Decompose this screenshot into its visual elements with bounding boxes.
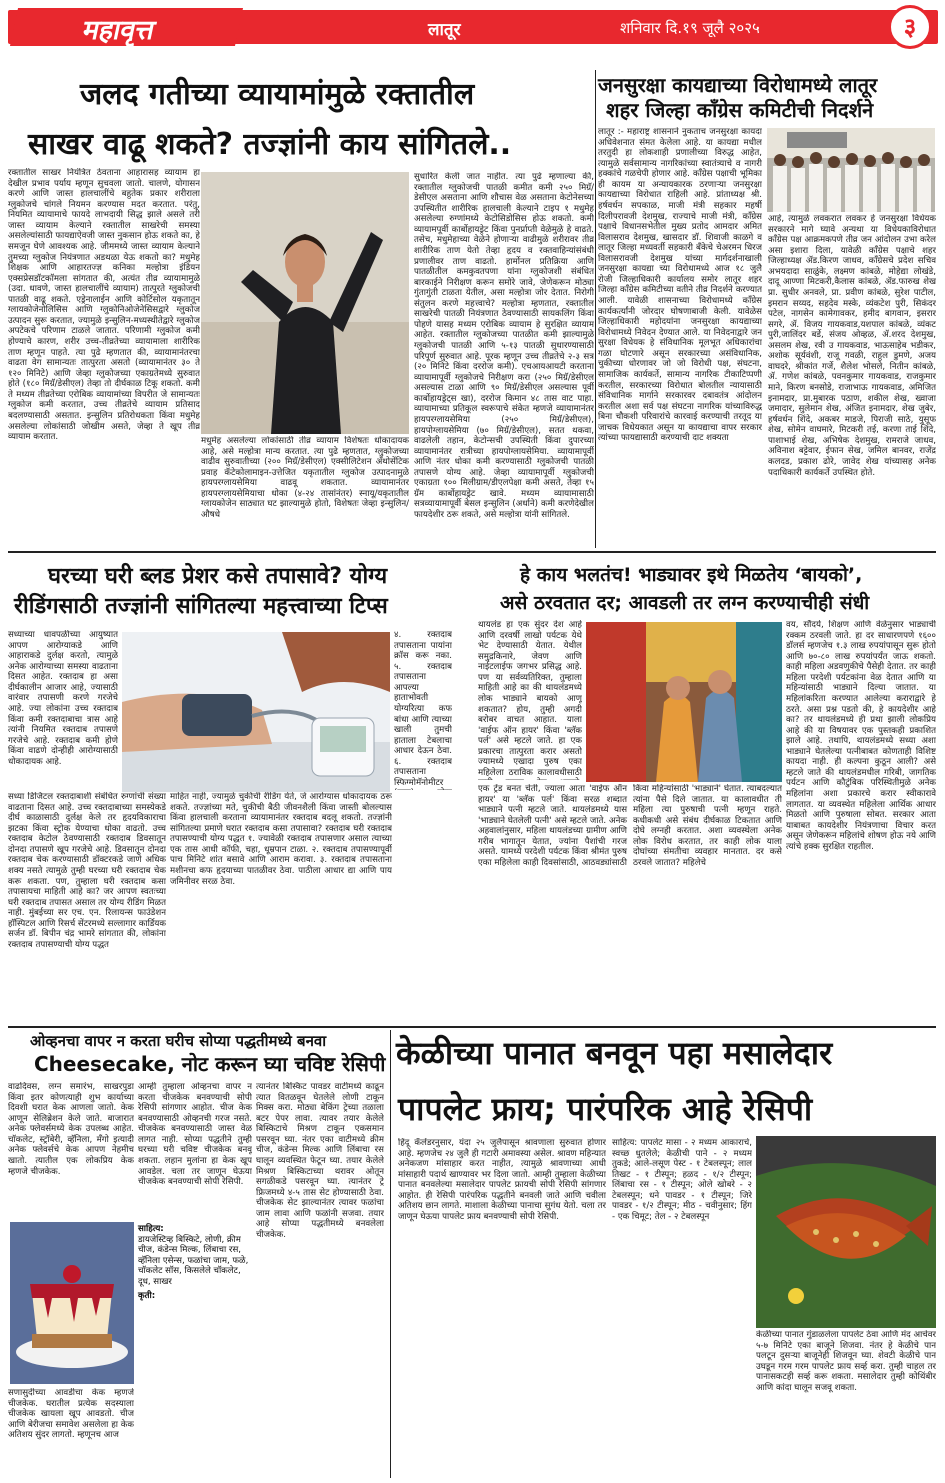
article-body: ४. रक्तदाब तपासताना पायांना क्रॉस करू नका. ५. रक्तदाब तपासताना आपल्या हाताभोवती योग्यरित्या कफ बांधा आणि त्याच्या खाली तुमची हाताला टेबलाचा आधार देऊन ठेवा. ६. रक्तदाब तपासताना स्फिग्मोमॅनोमीटर <box>394 630 452 788</box>
article-headline: ओव्हनचा वापर न करता घरीच सोप्या पद्धतीमध्ये बनवा <box>30 1032 327 1050</box>
article-body: सणासुदीच्या आवडीचा केक म्हणजे चीजकेक. घरातील प्रत्येक सदस्याला चीजकेक खायला खूप आवडतो. चीज आणि बेरीजचा समावेश असलेला हा केक अतिशय सुंदर लागतो. म्हणूनच आज <box>8 1388 134 1441</box>
article-headline: पापलेट फ्राय; पारंपरिक आहे रेसिपी <box>398 1090 813 1128</box>
market-couple-photo <box>586 622 782 782</box>
column-rule <box>390 1030 391 1478</box>
cheesecake-photo <box>10 1222 134 1384</box>
fish-fry-photo <box>756 1136 936 1328</box>
column-rule <box>595 70 596 548</box>
article-headline: केळीच्या पानात बनवून पहा मसालेदार <box>396 1034 833 1072</box>
photo-caption: केळीच्या पानात गुंडाळलेला पापलेट ठेवा आणि मंद आचेवर ५-७ मिनिटे एका बाजूने शिजवा. नंतर हे केळीचे पान पलटून दुसऱ्या बाजूनेही शिजवून घ्या. शेवटी केळीचे पान उघडून गरम गरम पापलेट फ्राय सर्व्ह करा. तुम्ही चाहल तर पानासकटही सर्व्ह करू शकता. मसालेदार तुम्ही कोथिंबीर आणि कांदा घालून सजवू शकता. <box>756 1330 936 1393</box>
method-title: कृती: <box>138 1291 156 1302</box>
article-body: एक ट्रेंड बनत चेती, ज्याला आता 'वाईफ ऑन हायर' या 'ब्लॅक पर्ल' किंवा सरळ शब्दात भाड्याने पत्नी म्हटले जाते. थायलंडमध्ये यास 'भाड्याने घेतलेली पत्नी' असे म्हटले जाते. अनेक अहवालांनुसार, महिला थायलंडच्या ग्रामीण आणि गरीब भागातून येतात, ज्यांना पैशांची गरज असते. यामध्ये परदेशी पर्यटक किंवा श्रीमंत पुरुष एका महिलेला काही दिवसांसाठी, आठवड्यांसाठी किंवा महिन्यांसाठी 'भाड्याने' घेतात. त्याबदल्यात त्यांना पैसे दिले जातात. या कालावधीत ती महिला त्या पुरुषाची पत्नी म्हणून राहते. कधीकधी असे संबंध दीर्घकाळ टिकतात आणि दोघे लग्नही करतात. अशा व्यवस्थेला अनेक लोक विरोध करतात, तर काही लोक याला दोघांच्या संमतीचा व्यवहार मानतात. दर कसे ठरवले जातात? महिलेचे <box>478 784 782 868</box>
protest-photo <box>767 128 935 212</box>
article-body: आहे, त्यामुळे लवकरात लवकर हे जनसुरक्षा विधेयक सरकारने मागे घ्यावे अन्यथा या विधेयकाविरोधात काँग्रेस पक्ष आक्रमकपणे तीव्र जन आंदोलन उभा करेल असा इशारा दिला, यावेळी काँग्रेस पक्षाचे शहर जिल्हाध्यक्ष ॲड.किरण जाधव, काँग्रेसचे प्रदेश सचिव अभयदादा साळुंके, लक्ष्मण कांबळे, मोहेद्या लोखंडे, दादू आण्णा मिटकरी,कैलास कांबळे, ॲड.फारुख शेख प्रा. सुधीर अनवले, प्रा. प्रवीण कांबळे, सुरेश पाटील, इमरान सय्यद, सहदेव मस्के, व्यंकटेश पुरी, सिकंदर पटेल, नागसेन कामेगावकर, हमीद बागवान, इसरार सगरे, ॲ. विजय गायकवाड,यशपाल कांबळे, व्यंकट पुरी,जालिंदर बर्डे, संजय ओव्हळ, ॲ.शरद देशमुख, असलम शेख, रवी उ गायकवाड, भाऊसाहेब भडीकर, अशोक सूर्यवंशी, राजू गवळी, राहुल डुमणे, अजय वाघदरे, श्रीकांत गर्जे, शैलेश भोसले, नितीन कांबळे, ॲ. गणेश कांबळे, पवनकुमार गायकवाड, राजकुमार माने, किरण बनसोडे, राजाभाऊ गायकवाड, अमिजित इनामदार, प्रा.मुबारक पठाण, शकील शेख, ख्वाजा जमादार, सुलेमान शेख, अंजित इनामदार, शेख जुबेर, हर्षवर्धन शिंदे, अकबर माडजे, पिराजी साठे, युसूफ शेख, सोमेन वाघमारे, मिटकरी तई, करणा ताई शिंदे, पाशाभाई शेख, अभिषेक देशमुख, रामराजे जाधव, अविनाश बट्टेवार, ईफान सेख, जमिल बानवर, राजेंद्र कलदड, प्रकाश ढोरे, जावेद शेख यांच्यासह अनेक पदाधिकारी कार्यकर्ते उपस्थित होते. <box>768 214 936 478</box>
article-body: लातूर :- महाराष्ट्र शासनाने नुकताच जनसुरक्षा कायदा अधिवेशनात संमत केलेला आहे. या कायद्या मधील तरतुदी हा लोकशाही प्रणालीच्या विरुद्ध आहेत, त्यामुळे सर्वसामान्य नागरिकांच्या स्वातंत्र्याचे व नागरी हक्कांचे गळचेपी होणार आहे. काँग्रेस पक्षाची भूमिका ही कायम या अन्यायकारक ठरणाऱ्या जनसुरक्षा कायद्याच्या विरोधात राहिली आहे. प्रांताध्यक्ष श्री. हर्षवर्धन सपकाळ, माजी मंत्री सहकार महर्षी दिलीपरावजी देशमुख, राज्याचे माजी मंत्री, काँग्रेस पक्षाचे विधानसभेतील मुख्य प्रतोद आमदार अमित विलासराव देशमुख, खासदार डॉ. शिवाजी काळगे व लातूर जिल्हा मध्यवर्ती सहकारी बँकेचे चेअरमन धिरज विलासरावजी देशमुख यांच्या मार्गदर्शनाखाली जनसुरक्षा कायद्या च्या विरोधामध्ये आज १८ जुलै रोजी जिल्हाधिकारी कार्यालय समोर लातूर शहर जिल्हा काँग्रेस कमिटीच्या वतीने तीव्र निदर्शने करण्यात आली. यावेळी शासनाच्या विरोधामध्ये काँग्रेस कार्यकर्त्यांनी जोरदार घोषणाबाजी केली. यावेळेस जिल्हाधिकारी महोदयांना जनसुरक्षा कायद्याच्या विरोधामध्ये निवेदन देण्यात आले. या निवेदनाद्वारे जन सुरक्षा विधेयक हे संविधानिक मूलभूत अधिकारांचा गळा घोटणारे असून सरकारच्या असंविधानिक, चुकीच्या धोरणावर जो जो विरोधी पक्ष, संघटना, सामाजिक कार्यकर्ते, सामान्य नागरिक टीकाटिप्पणी करतील, सरकारच्या विरोधात बोलतील न्यायासाठी संविधानिक मार्गाने सरकारवर दबावतंत्र आंदोलन करतील अशा सर्व पक्ष संघटना नागरिक यांच्याविरुद्ध बिना चौकशी परिवारांचे कारवाई करण्याची तरतूद या जाचक विधेयकात असून या कायद्याचा वापर सरकार त्यांच्या फायद्यासाठी करण्याची दाट शक्यता <box>598 127 762 444</box>
article-body: आम्ही तुम्हाला ओव्हनचा वापर न करता चीजकेक बनवण्याची सोपी रेसिपी सांगणार आहोत. चीज केक बनवण्यासाठी ओव्हनची गरज नसते. चीजकेक बनवण्यासाठी जास्त वेळ लागत नाही. सोप्या पद्धतीने तुम्ही घरच्या घरी चविष्ट चीजकेक बनवू शकता. लहान मुलांना हा केक खूप आवडेल. चला तर जाणून घेऊया चीजकेक बनवण्याची सोपी रेसिपी. <box>138 1082 252 1188</box>
edition-city: लातूर <box>428 20 461 40</box>
masthead: महावृत्त <box>10 8 243 46</box>
article-body: माहित नाही, ज्यामुळे चुकीची रीडिंग येते, जे आरोग्यास धोकादायक ठरू शकते. तज्ज्ञांच्या मते, चुकीची बैठी जीवनशैली किंवा जास्ती बोलल्यास किंवा हालचाली करताना व्यायामानंतर रक्तदाब बदलू शकतो. तज्ज्ञांनी सांगितल्या प्रमाणे घरात रक्तदाब कसा तपासावा? रक्तदाब घरी रक्तदाब तपासण्याची योग्य पद्धत १. ज्यावेळी रक्तदाब तपासणार असाल त्याच्या एक तास आधी कॉफी, चहा, धूम्रपान टाळा. २. रक्तदाब तपासण्यापूर्वी पाच मिनिटे शांत बसावे आणि आराम करावा. ३. रक्तदाब तपासताना मशीनचा कफ हृदयाच्या पातळीवर ठेवा. पाठीला आधार द्या आणि पाय जमिनीवर सरळ ठेवा. <box>170 792 392 887</box>
article-body: थायलंड हा एक सुंदर देश आहे आणि दरवर्षी लाखो पर्यटक येथे भेट देण्यासाठी येतात. येथील समुद्रकिनारे, जेवण आणि नाईटलाईफ जगभर प्रसिद्ध आहे. पण या सर्वव्यतिरिक्त, तुम्हाला माहिती आहे का की थायलंडमध्ये लोक भाड्याने बायको आणू शकतात? होय, तुम्ही अगदी बरोबर वाचत आहात. याला 'वाईफ ऑन हायर' किंवा 'ब्लॅक पर्ल' असे म्हटले जाते. हा एक प्रकारचा तात्पुरता करार असतो ज्यामध्ये एखादा पुरुष एका महिलेला ठराविक कालावधीसाठी <box>478 620 582 778</box>
article-headline: Cheesecake, नोट करून घ्या चविष्ट रेसिपी <box>34 1052 386 1076</box>
section-divider <box>8 551 936 553</box>
article-headline: रीडिंगसाठी तज्ज्ञांनी सांगितल्या महत्त्वाच्या टिप्स <box>14 594 388 619</box>
article-body: साहित्य: पापलेट मासा - २ मध्यम आकाराचे, स्वच्छ धुतलेले; केळीची पाने - २ मध्यम तुकडे; आले-लसूण पेस्ट - १ टेबलस्पून; लाल तिखट - १ टीस्पून; हळद - १/२ टीस्पून; लिंबाचा रस - १ टीस्पून; ओले खोबरे - २ टेबलस्पून; धने पावडर - १ टीस्पून; जिरे पावडर - १/२ टीस्पून; मीठ - चवीनुसार; हिंग - एक चिमूट; तेल - २ टेबलस्पून <box>612 1138 752 1222</box>
article-body: हिंदू कॅलेंडरनुसार, यंदा २५ जुलैपासून श्रावणाला सुरुवात होणार आहे. म्हणजेच २४ जुलै ही गटारी अमावस्या असेल. श्रावण महिन्यात अनेकजण मांसाहार करत नाहीत, त्यामुळे श्रावणाच्या आधी मांसाहारी पदार्थ खाण्यावर भर दिला जातो. आम्ही तुम्हाला केळीच्या पानात बनवलेल्या मसालेदार पापलेट फ्रायची सोपी रेसिपी सांगणार आहोत. ही रेसिपी पारंपरिक पद्धतीने बनवली जाते आणि चवीला अतिशय छान लागते. माशाला केळीच्या पानाचा सुगंध येतो. चला तर जाणून घेऊया पापलेट फ्राय बनवण्याची सोपी रेसिपी. <box>398 1138 606 1222</box>
edition-date: शनिवार दि.१९ जूलै २०२५ <box>620 19 760 37</box>
blood-pressure-photo <box>122 632 390 792</box>
article-headline: जनसुरक्षा कायद्याच्या विरोधामध्ये लातूर <box>598 73 878 97</box>
article-headline: घरच्या घरी ब्लड प्रेशर कसे तपासावे? योग्य <box>48 564 388 589</box>
article-body: वाढदिवस, लग्न समारंभ, साखरपुडा किंवा इतर कोणत्याही शुभ कार्याच्या दिवशी घरात केक आणला जातो. केक आणून सेलिब्रेशन केले जाते. बाजारात अनेक फ्लेवर्समध्ये केक उपलब्ध आहेत. चॉकलेट, स्ट्रॉबेरी, व्हॅनिला, मँगो इत्यादी अनेक फ्लेवर्सचे केक आपण नेहमीच खातो. त्यातील एक लोकप्रिय केक म्हणजे चीजकेक. <box>8 1082 134 1177</box>
article-headline: साखर वाढू शकते? तज्ज्ञांनी काय सांगितले.. <box>28 127 512 162</box>
article-headline: शहर जिल्हा कॉंग्रेस कमिटीची निदर्शने <box>606 98 874 122</box>
article-body: सुधारित केली जात नाहीत. त्या पुढे म्हणाल्या की, रक्तातील ग्लुकोजची पातळी कमीत कमी २५० मिग्रॅ/डेसीएल असताना आणि शौचास वेळ असताना केटोनेसच्या उपस्थितीत शारीरिक हालचाली केल्याने टाइप १ मधुमेह असलेल्या रुग्णांमध्ये केटोसिडोसिस होऊ शकतो. कमी व्यायामपूर्वी कार्बोहायड्रेट किंवा पुनर्प्राप्ती वेळेमुळे हे वाढते. तसेच, मधुमेहाच्या वेळेने होणाऱ्या वाढीमुळे शरीरावर तीव्र शारीरिक ताण येतो तेव्हा हृदय व रक्तवाहिन्यांसंबंधी प्रणालीवर ताण वाढतो. हार्मोनल प्रतिक्रिया आणि पातळीतील कमकुवतपणा यांना ग्लुकोजशी संबंधित बारकाईने निरीक्षण करून समोरे जावे, जेणेकरून मोठ्या गुंतागुंती टाळता येतील, असा मल्होत्रा जोर देतात. निरोगी संतुलन करणे महत्त्वाचे? मल्होत्रा म्हणतात, रक्तातील साखरेची पातळी नियंत्रणात ठेवण्यासाठी सायकलिंग किंवा पोहणे यासह मध्यम एरोबिक व्यायाम हे सुरक्षित व्यायाम आहेत. रक्तातील ग्लुकोजच्या पातळीत कमी झाल्यामुळे ग्लुकोजची पातळी आणि ५-१३ पातळी सुधारण्यासाठी परिपूर्ण सुरुवात आहे. पूरक म्हणून उच्च तीव्रतेचे २-३ सत्र (२० मिनिटे किंवा दररोज कमी). एचआयआयटी करताना व्यायामापूर्वी ग्लुकोजचे निरीक्षण करा (२५० मिग्रॅ/डेसीएल असल्यास टाळा आणि ९० मिग्रॅ/डेसीएल असल्यास पूर्वी कार्बोहायड्रेट्स खा), दररोज किमान ४८ तास वाट पाहा. व्यायामाच्या प्रतिकूल स्वरूपाचे संकेत म्हणजे व्यायामानंतर हायपरग्लायसेमिया (२५० मिग्रॅ/डेसीएल), हायपोग्लायसेमिया (७० मिग्रॅ/डेसीएल), सतत थकवा, वाढलेली तहान, केटोन्सची उपस्थिती किंवा दुपारच्या व्यायामानंतर रात्रीच्या हायपोग्लायसेमिया. व्यायामापूर्वी आणि नंतर धोका कमी करण्यासाठी ग्लुकोजची पातळी तपासणे योग्य आहे. जेव्हा व्यायामापूर्वी ग्लुकोजची एकाग्रता १०० मिलीग्राम/डीएलपेक्षा कमी असते, तेव्हा १५ ग्रॅम कार्बोहायड्रेट खावे. मध्यम व्यायामासाठी सत्रव्यायामापूर्वी बेसल इन्सुलिन (अर्धाने) कमी करणेदेखील फायदेशीर ठरू शकते, असे मल्होत्रा यांनी सांगितले. <box>414 172 594 520</box>
article-body: सध्याच्या धावपळीच्या आयुष्यात आपण आरोग्याकडे आणि आहाराकडे दुर्लक्ष करतो, त्यामुळे अनेक आरोग्याच्या समस्या वाढताना दिसत आहेत. रक्तदाब हा असा दीर्घकालीन आजार आहे, ज्यासाठी वारंवार तपासणी करणे गरजेचे आहे. ज्या लोकांना उच्च रक्तदाब किंवा कमी रक्तदाबाचा त्रास आहे त्यांनी नियमित रक्तदाब तपासणे गरजेचे आहे. रक्तदाब कमी होणे किंवा वाढणे दोन्हीही आरोग्यासाठी धोकादायक आहे. <box>8 630 118 767</box>
article-body: वय, सौंदर्य, शिक्षण आणि वेळेनुसार भाड्याची रक्कम ठरवली जाते. हा दर साधारणपणे १६०० डॉलर्स म्हणजेच १.३ लाख रुपयांपासून सुरू होतो आणि ७०-८० लाख रुपयांपर्यंत जाऊ शकतो. काही महिला अडवणुकीचे पैसेही देतात. तर काही महिला परदेशी पर्यटकांना वेळ देतात आणि या महिन्यांसाठी भाड्याने दिल्या जातात. या महिलांकरिता करण्यात आलेल्या कराराद्वारे हे ठरते. असा प्रश्न पडतो की, हे कायदेशीर आहे का? तर थायलंडमध्ये ही प्रथा झाली लोकप्रिय आहे की या विषयावर एक पुस्तकही प्रकाशित झाले आहे. तथापि, थायलंडमध्ये सध्या अशा भाड्याने घेतलेल्या पत्नीबाबत कोणताही विशिष्ट कायदा नाही. ही कल्पना कुठून आली? असे म्हटले जाते की थायलंडमधील गरिबी, जागतिक पर्यटन आणि कौटुंबिक परिस्थितीमुळे अनेक महिलांना अशा प्रकारचे करार स्वीकारावे लागतात. या व्यवस्थेत महिलेला आर्थिक आधार मिळतो आणि पुरुषाला सोबत. सरकार आता याबाबत कायदेशीर नियंत्रणाचा विचार करत असून जेणेकरून महिलांचे शोषण होऊ नये आणि त्यांचे हक्क सुरक्षित राहतील. <box>786 620 936 852</box>
section-divider <box>8 1026 936 1028</box>
page-number: ३ <box>888 5 932 49</box>
ingredients-section <box>138 1224 252 1302</box>
ingredients-list: डायजेस्टिव्ह बिस्किटे, लोणी, क्रीम चीज, कंडेन्स मिल्क, लिंबाचा रस, व्हॅनिला एसेन्स, फळांचा जाम, फळे, चॉकलेट सॉस, किसलेले चॉकलेट, दूध, साखर <box>138 1234 249 1287</box>
article-body: त्यानंतर बिस्किट पावडर वाटीमध्ये काढून त्यात वितळवून घेतलेले लोणी टाकून मिक्स करा. मोठ्या बेकिंग ट्रेच्या तळाला बटर पेपर लावा. त्यावर तयार केलेले बिस्किटाचे मिश्रण टाकून एकसमान पसरवून घ्या. नंतर एका वाटीमध्ये क्रीम चीज, कंडेन्स मिल्क आणि लिंबाचा रस घालून व्यवस्थित फेटून घ्या. तयार केलेले मिश्रण बिस्किटाच्या थरावर ओतून सगळीकडे पसरवून घ्या. त्यानंतर ट्रे फ्रिजमध्ये ४-५ तास सेट होण्यासाठी ठेवा. चीजकेक सेट झाल्यानंतर त्यावर फळांचा जाम लावा आणि फळांनी सजवा. तयार आहे सोप्या पद्धतीमध्ये बनवलेला चीजकेक. <box>256 1082 384 1240</box>
article-headline: हे काय भलतंच! भाड्यावर इथे मिळतेय ‘बायको’, <box>520 564 863 586</box>
ingredients-title: साहित्य: <box>138 1224 164 1234</box>
page-header <box>8 10 938 44</box>
article-body: सध्या डिजिटल रक्तदाबाशी संबंधित रुग्णांची संख्या वाढताना दिसत आहे. उच्च रक्तदाबाच्या समस्येकडे दीर्घ काळासाठी दुर्लक्ष केले तर हृदयविकाराचा झटका किंवा स्ट्रोक येण्याचा धोका वाढतो. उच्च रक्तदाब केटोल ठेवण्यासाठी रक्तदाब डिवसातून दोनदा तपासणे खूप गरजेचे आहे. डिवसातून दोनदा रक्तदाब चेक करण्यासाठी डॉक्टरकडे जाणे अधिक शक्य नसते त्यामुळे तुम्ही घरच्या घरी रक्तदाब चेक करू शकता. पण, तुम्हाला घरी रक्तदाब कसा तपासायचा माहिती आहे का? जर आपण स्वतःच्या घरी रक्तदाब तपासत असाल तर योग्य रीडिंग मिळत नाही. मुंबईच्या सर एच. एन. रिलायन्स फाउंडेशन हॉस्पिटल आणि रिसर्च सेंटरमध्ये सल्लागार कार्डियक सर्जन डॉ. बिपीन चंद्र भामरे सांगतात की, लोकांना रक्तदाब तपासण्याची योग्य पद्धत <box>8 792 166 950</box>
woman-stretching-photo <box>201 172 409 434</box>
article-headline: असे ठरवतात दर; आवडली तर लग्न करण्याचीही संधी <box>500 592 870 614</box>
article-headline: जलद गतीच्या व्यायामांमुळे रक्तातील <box>80 77 475 112</box>
photo-caption: मधुमेह असलेल्या लोकांसाठी तीव्र व्यायाम विशेषतः धोकादायक आहे, असे मल्होत्रा मान्य करतात. त्या पुढे म्हणतात, ग्लुकोजच्या वाढीव सुरुवातीच्या (२०० मिग्रॅ/डेसीएल) एक्सीलिटेशन अँथोसेंटिक प्रवाह कॅटेकोलामाइन-उत्तेजित यकृतातील ग्लुकोज उत्पादनामुळे हायपरग्लायसेमिया वाढवू शकतात. व्यायामानंतर हायपरग्लायसेमियाचा धोका (४-२४ तासांनंतर) स्नायू/यकृतातील ग्लायकोजेन साठ्यात घट झाल्यामुळे होतो, विशेषतः जेव्हा इन्सुलिन/औषधे <box>201 436 409 520</box>
article-body: रक्तातील साखर नियंत्रित ठेवताना आहारासह व्यायाम हा देखील प्रभाव पर्याय म्हणून सुचवला जातो. चालणे, योगासन करणे आणि जास्त हालचालींचे बहुतेक प्रकार शरीराला ग्लुकोजचे चांगले नियमन करण्यास मदत करतात. परंतु, नियमित व्यायामाचे फायदे लाभदायी सिद्ध झाले असले तरी जास्त व्यायाम केल्याने रक्तातील साखरेची समस्या असलेल्यांसाठी फायद्याऐवजी जास्त नुकसान होऊ शकते का, हे समजून घेणे आवश्यक आहे. जीममध्ये जास्त व्यायाम केल्याने तुमच्या ग्लुकोज नियंत्रणात अडथळा येऊ शकतो का? मधुमेह शिक्षक आणि आहारतज्ज्ञ कनिका मल्होत्रा इंडियन एक्सप्रेसडॉटकॉमला सांगतात की, अत्यंत तीव्र व्यायामामुळे (उदा. धावणे, जास्त हालचालींचे व्यायाम) तात्पुरते ग्लुकोजची पातळी वाढू शकते. एड्रेनालाईन आणि कोर्टिसोल यकृतातून ग्लायकोजेनोलिसिस आणि ग्लुकोनिओजेनेसिसद्वारे ग्लुकोज उत्पादन सुरू करतात, ज्यामुळे इन्सुलिन-मध्यस्थीतेद्वारे ग्लुकोज अपटेकचे परिणाम टाळले जातात. परिणामी ग्लुकोज कमी होण्याचे कारण, शरीर उच्च-तीव्रतेच्या व्यायामाला शारीरिक ताण म्हणून पाहते. त्या पुढे म्हणतात की, व्यायामानंतरचा वाढता वेग सामान्यतः तात्पुरता असतो (व्यायामानंतर ३० ते १२० मिनिटे) आणि जेव्हा ग्लुकोजच्या एकाग्रतेमध्ये सुरुवात होते (१८० मिग्रॅ/डेसीएल) तेव्हा तो दीर्घकाळ टिकू शकतो. कमी ते मध्यम तीव्रतेच्या एरोबिक व्यायामांच्या विपरीत जे सामान्यतः ग्लुकोज कमी करतात, उच्च तीव्रतेचे व्यायाम प्रतिसाद बदलण्यासाठी असतात. इन्सुलिन प्रतिरोधकता किंवा मधुमेह असलेल्या लोकांसाठी जोखीम असते, जेव्हा ते खूप तीव्र व्यायाम करतात. <box>8 168 200 443</box>
